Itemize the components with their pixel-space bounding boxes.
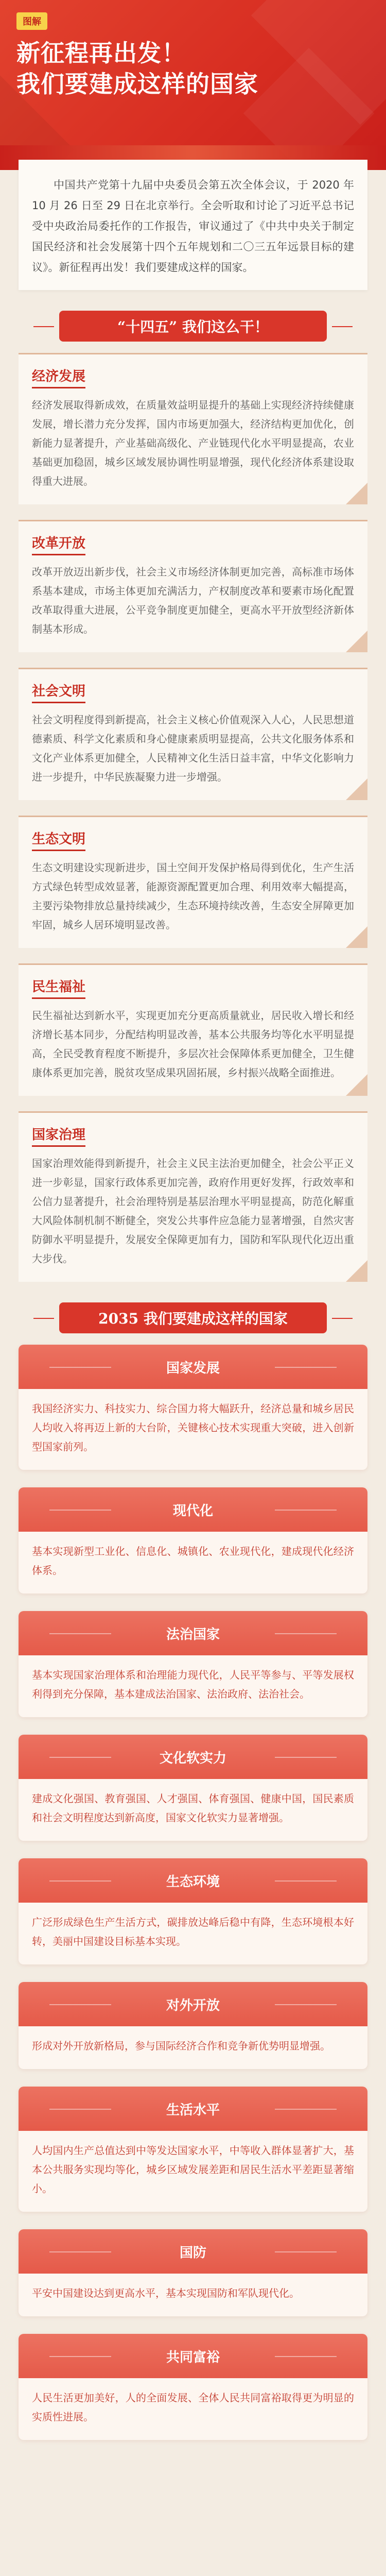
plan-card [19, 816, 367, 948]
plan-card-title: 社会文明 [32, 681, 85, 703]
plan-card-text: 经济发展取得新成效，在质量效益明显提升的基础上实现经济持续健康发展，增长潜力充分发挥，国内市场更加强大，经济结构更加优化，创新能力显著提升，产业基础高级化、产业链现代化水平明显提高，农业基础更加稳固，城乡区域发展协调性明显增强，现代化经济体系建设取得重大进展。 [32, 399, 354, 488]
goal-card-header [19, 1982, 367, 2026]
section-title-2035: 2035 我们要建成这样的国家 [59, 1302, 327, 1333]
corner-decor [346, 1260, 367, 1282]
goal-card-title: 法治国家 [166, 1626, 220, 1642]
intro-paragraph: 中国共产党第十九届中央委员会第五次全体会议，于 2020 年 10 月 26 日至 29 日在北京举行。全会听取和讨论了习近平总书记受中央政治局委托作的工作报告，审议通过了《中共中央关于制定国民经济和社会发展第十四个五年规划和二〇三五年远景目标的建议》。新征程再出发！我们要建成这样的国家。 [19, 160, 367, 290]
plan-card [19, 668, 367, 800]
section-title-14th-plan: “十四五” 我们这么干！ [59, 311, 327, 342]
corner-decor [346, 631, 367, 652]
goal-card-header [19, 1487, 367, 1532]
section-2035 [0, 1345, 386, 2440]
goal-card [19, 1487, 367, 1594]
category-badge: 图解 [16, 12, 47, 30]
plan-card-text: 社会文明程度得到新提高，社会主义核心价值观深入人心，人民思想道德素质、科学文化素质和身心健康素质明显提高，公共文化服务体系和文化产业体系更加健全，人民精神文化生活日益丰富，中华文化影响力进一步提升，中华民族凝聚力进一步增强。 [32, 714, 354, 784]
goal-card-title: 共同富裕 [166, 2349, 220, 2365]
goal-card-title: 文化软实力 [159, 1750, 226, 1766]
plan-card-text: 生态文明建设实现新进步，国土空间开发保护格局得到优化，生产生活方式绿色转型成效显著，能源资源配置更加合理、利用效率大幅提高，主要污染物排放总量持续减少，生态环境持续改善，生态安全屏障更加牢固，城乡人居环境明显改善。 [32, 861, 354, 931]
plan-card-title: 生态文明 [32, 828, 85, 851]
goal-card-header [19, 1611, 367, 1655]
goal-card-text: 人民生活更加美好，人的全面发展、全体人民共同富裕取得更为明显的实质性进展。 [32, 2392, 354, 2424]
plan-card-title: 经济发展 [32, 366, 85, 388]
goal-card-header [19, 2229, 367, 2274]
plan-card-title: 国家治理 [32, 1124, 85, 1147]
corner-decor [346, 1074, 367, 1096]
goal-card-title: 国家发展 [166, 1360, 220, 1376]
plan-card-text: 民生福祉达到新水平，实现更加充分更高质量就业，居民收入增长和经济增长基本同步，分配结构明显改善，基本公共服务均等化水平明显提高，全民受教育程度不断提升，多层次社会保障体系更加健全，卫生健康体系更加完善，脱贫攻坚成果巩固拓展，乡村振兴战略全面推进。 [32, 1009, 354, 1079]
plan-card-title: 改革开放 [32, 533, 85, 555]
goal-card [19, 1858, 367, 1964]
section-14th-plan [0, 353, 386, 1282]
goal-card [19, 1611, 367, 1717]
goal-card [19, 1735, 367, 1841]
corner-decor [346, 483, 367, 504]
goal-card-header [19, 2087, 367, 2131]
goal-card-header [19, 1735, 367, 1779]
goal-card [19, 2087, 367, 2212]
header-banner [0, 0, 386, 170]
goal-card [19, 2229, 367, 2316]
goal-card-title: 生活水平 [166, 2102, 220, 2118]
corner-decor [346, 926, 367, 948]
plan-card-text: 改革开放迈出新步伐，社会主义市场经济体制更加完善，高标准市场体系基本建成，市场主体更加充满活力，产权制度改革和要素市场化配置改革取得重大进展，公平竞争制度更加健全，更高水平开放型经济新体制基本形成。 [32, 566, 354, 636]
goal-card-text: 基本实现新型工业化、信息化、城镇化、农业现代化，建成现代化经济体系。 [32, 1545, 354, 1577]
goal-card-text: 平安中国建设达到更高水平，基本实现国防和军队现代化。 [32, 2287, 300, 2300]
goal-card-text: 人均国内生产总值达到中等发达国家水平，中等收入群体显著扩大，基本公共服务实现均等化，城乡区域发展差距和居民生活水平差距显著缩小。 [32, 2144, 354, 2195]
plan-card-text: 国家治理效能得到新提升，社会主义民主法治更加健全，社会公平正义进一步彰显，国家行政体系更加完善，政府作用更好发挥，行政效率和公信力显著提升，社会治理特别是基层治理水平明显提高，防范化解重大风险体制机制不断健全，突发公共事件应急能力显著增强，自然灾害防御水平明显提升，发展安全保障更加有力，国防和军队现代化迈出重大步伐。 [32, 1157, 354, 1265]
page-title [16, 38, 370, 100]
plan-card [19, 963, 367, 1096]
plan-card [19, 353, 367, 504]
title-line-1: 新征程再出发！ [16, 39, 186, 67]
goal-card [19, 1982, 367, 2069]
title-line-2: 我们要建成这样的国家 [16, 70, 258, 98]
goal-card-text: 形成对外开放新格局，参与国际经济合作和竞争新优势明显增强。 [32, 2040, 330, 2053]
goal-card-header [19, 2334, 367, 2378]
goal-card-title: 现代化 [172, 1503, 213, 1519]
corner-decor [346, 778, 367, 800]
goal-card-text: 基本实现国家治理体系和治理能力现代化，人民平等参与、平等发展权利得到充分保障，基本建成法治国家、法治政府、法治社会。 [32, 1669, 354, 1701]
goal-card-header [19, 1858, 367, 1903]
goal-card-text: 建成文化强国、教育强国、人才强国、体育强国、健康中国，国民素质和社会文明程度达到新高度，国家文化软实力显著增强。 [32, 1792, 354, 1824]
goal-card-title: 生态环境 [166, 1874, 220, 1890]
plan-card-title: 民生福祉 [32, 976, 85, 999]
plan-card [19, 520, 367, 652]
goal-card [19, 1345, 367, 1470]
goal-card [19, 2334, 367, 2440]
goal-card-header [19, 1345, 367, 1389]
goal-card-title: 国防 [179, 2245, 206, 2261]
goal-card-text: 广泛形成绿色生产生活方式，碳排放达峰后稳中有降，生态环境根本好转，美丽中国建设目标基本实现。 [32, 1916, 354, 1948]
goal-card-text: 我国经济实力、科技实力、综合国力将大幅跃升，经济总量和城乡居民人均收入将再迈上新的大台阶，关键核心技术实现重大突破，进入创新型国家前列。 [32, 1402, 354, 1453]
plan-card [19, 1111, 367, 1282]
goal-card-title: 对外开放 [166, 1997, 220, 2013]
